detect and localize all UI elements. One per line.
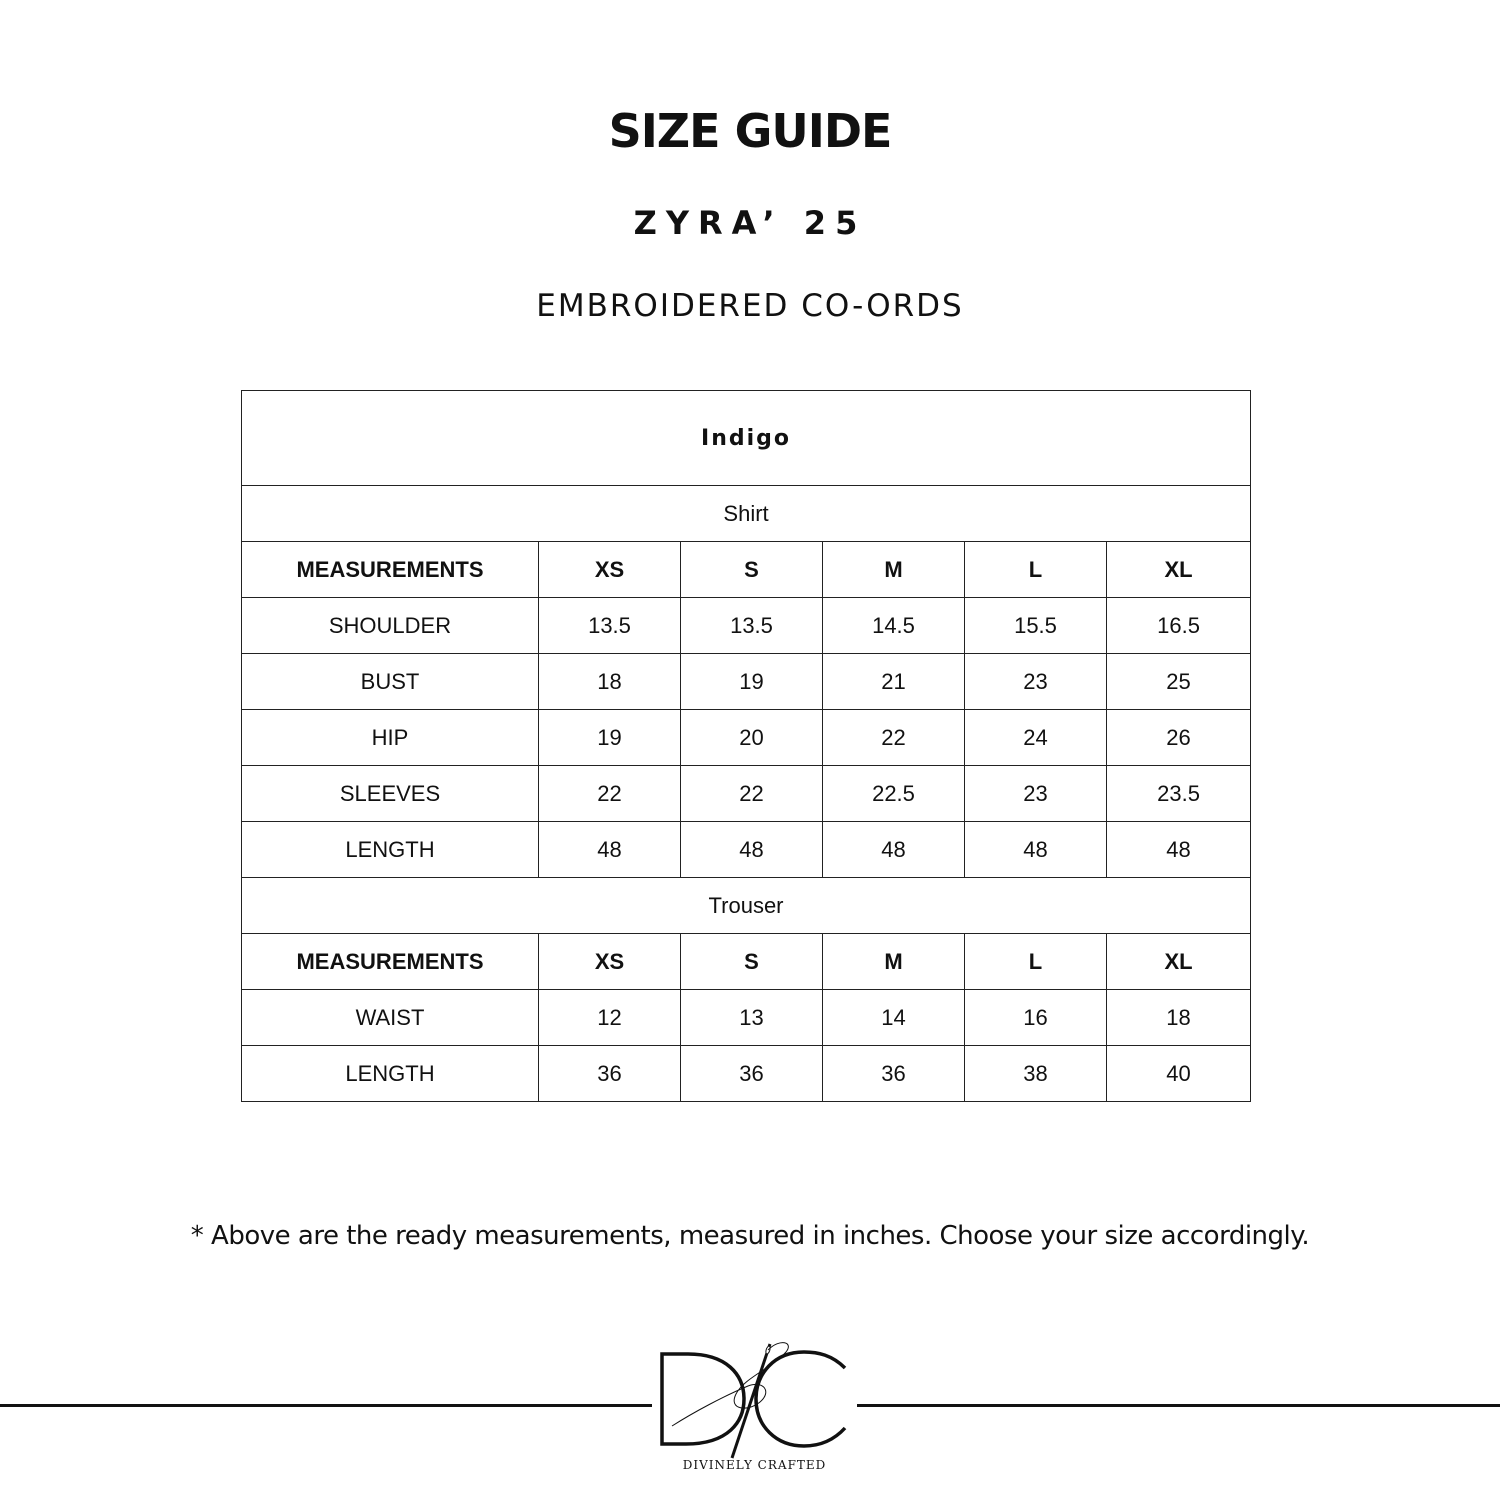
logo-caption: DIVINELY CRAFTED	[682, 1458, 827, 1472]
measurement-value: 48	[681, 822, 823, 878]
footer-divider-right	[857, 1404, 1500, 1407]
measurement-value: 24	[965, 710, 1107, 766]
measurement-value: 13.5	[681, 598, 823, 654]
logo-text: D/C	[753, 1412, 755, 1413]
measurement-label: LENGTH	[242, 822, 539, 878]
measurement-label: LENGTH	[242, 1046, 539, 1102]
column-header: XS	[539, 934, 681, 990]
table-row	[242, 654, 1251, 710]
color-name: Indigo	[242, 391, 1251, 486]
measurement-value: 13.5	[539, 598, 681, 654]
measurement-value: 16	[965, 990, 1107, 1046]
measurement-value: 18	[539, 654, 681, 710]
measurement-label: BUST	[242, 654, 539, 710]
measurement-value: 22	[681, 766, 823, 822]
color-row	[242, 391, 1251, 486]
column-header: M	[823, 934, 965, 990]
column-header: XL	[1107, 542, 1251, 598]
page-title: SIZE GUIDE	[608, 104, 892, 158]
column-header: MEASUREMENTS	[242, 542, 539, 598]
measurement-value: 23	[965, 766, 1107, 822]
measurement-value: 15.5	[965, 598, 1107, 654]
table-row	[242, 990, 1251, 1046]
measurement-value: 20	[681, 710, 823, 766]
measurement-value: 48	[539, 822, 681, 878]
column-header: XS	[539, 542, 681, 598]
column-header: S	[681, 934, 823, 990]
measurement-value: 14.5	[823, 598, 965, 654]
column-header: M	[823, 542, 965, 598]
table-row	[242, 766, 1251, 822]
section-label-trouser: Trouser	[242, 878, 1251, 934]
measurement-value: 22.5	[823, 766, 965, 822]
measurement-value: 19	[681, 654, 823, 710]
measurement-value: 19	[539, 710, 681, 766]
section-row-shirt	[242, 486, 1251, 542]
header-row-trouser	[242, 934, 1251, 990]
measurement-value: 38	[965, 1046, 1107, 1102]
section-row-trouser	[242, 878, 1251, 934]
measurement-value: 23.5	[1107, 766, 1251, 822]
measurement-value: 22	[823, 710, 965, 766]
measurement-value: 36	[539, 1046, 681, 1102]
collection-name: ZYRA’ 25	[633, 204, 867, 242]
measurement-value: 23	[965, 654, 1107, 710]
size-chart-table	[241, 390, 1251, 1102]
measurement-value: 26	[1107, 710, 1251, 766]
column-header: MEASUREMENTS	[242, 934, 539, 990]
measurement-value: 40	[1107, 1046, 1251, 1102]
measurement-value: 12	[539, 990, 681, 1046]
measurement-value: 36	[681, 1046, 823, 1102]
column-header: L	[965, 542, 1107, 598]
measurement-value: 25	[1107, 654, 1251, 710]
measurement-value: 36	[823, 1046, 965, 1102]
measurement-value: 16.5	[1107, 598, 1251, 654]
measurement-label: SLEEVES	[242, 766, 539, 822]
table-row	[242, 1046, 1251, 1102]
table-row	[242, 710, 1251, 766]
column-header: XL	[1107, 934, 1251, 990]
measurement-value: 22	[539, 766, 681, 822]
measurement-value: 18	[1107, 990, 1251, 1046]
footer-divider-left	[0, 1404, 652, 1407]
measurement-label: WAIST	[242, 990, 539, 1046]
measurement-note: * Above are the ready measurements, measured in inches. Choose your size accordingly.	[190, 1221, 1310, 1251]
product-subtitle: EMBROIDERED CO-ORDS	[536, 288, 964, 324]
measurement-label: SHOULDER	[242, 598, 539, 654]
measurement-label: HIP	[242, 710, 539, 766]
column-header: S	[681, 542, 823, 598]
table-row	[242, 822, 1251, 878]
section-label-shirt: Shirt	[242, 486, 1251, 542]
measurement-value: 48	[965, 822, 1107, 878]
measurement-value: 48	[823, 822, 965, 878]
measurement-value: 21	[823, 654, 965, 710]
measurement-value: 14	[823, 990, 965, 1046]
measurement-value: 48	[1107, 822, 1251, 878]
table-row	[242, 598, 1251, 654]
column-header: L	[965, 934, 1107, 990]
header-row-shirt	[242, 542, 1251, 598]
measurement-value: 13	[681, 990, 823, 1046]
